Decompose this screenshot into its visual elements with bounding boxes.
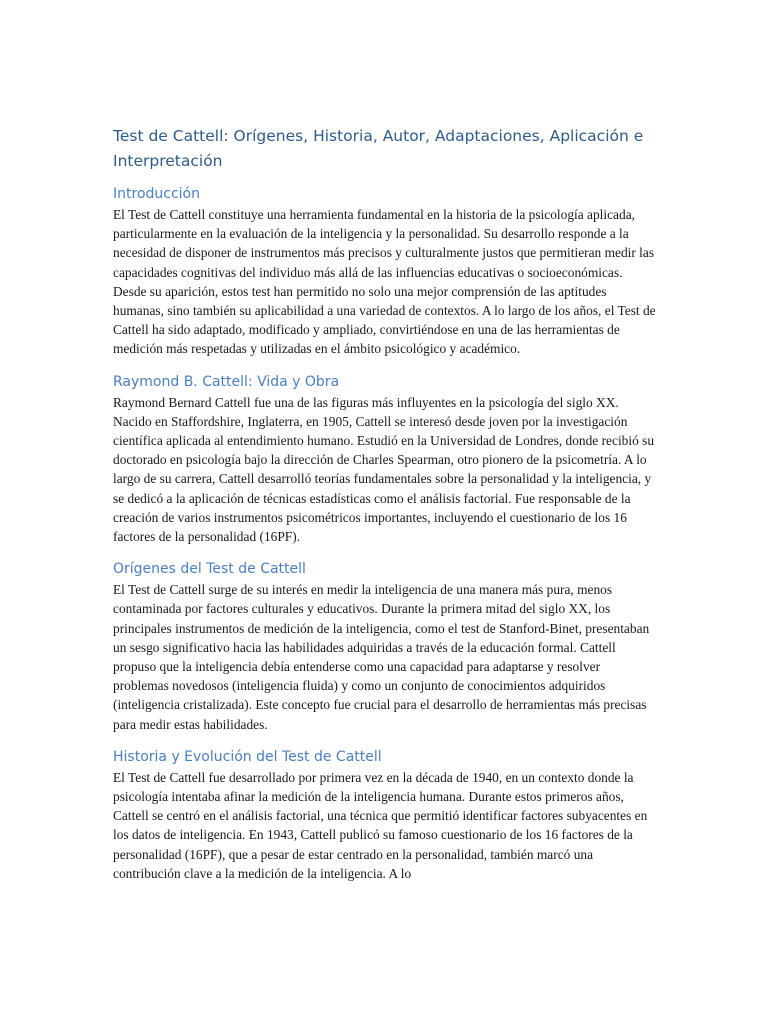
section-paragraph-historia: El Test de Cattell fue desarrollado por primera vez en la década de 1940, en un contexto donde la psicología intentaba afinar la medición de la inteligencia humana. Durante estos primeros años, Cattell se centró en el análisis factorial, una técnica que permitió identificar factores subyacentes en los datos de inteligencia. En 1943, Cattell publicó su famoso cuestionario de los 16 factores de la personalidad (16PF), que a pesar de estar centrado en la personalidad, también marcó una contribución clave a la medición de la inteligencia. A lo <box>113 769 648 881</box>
document-title: Test de Cattell: Orígenes, Historia, Autor, Adaptaciones, Aplicación e Interpretación <box>113 127 644 170</box>
section-heading-historia: Historia y Evolución del Test de Cattell <box>113 748 382 765</box>
section-heading-introduccion: Introducción <box>113 186 200 202</box>
document-content <box>113 124 658 896</box>
section-heading-vida-y-obra: Raymond B. Cattell: Vida y Obra <box>113 373 340 390</box>
section-paragraph-introduccion: El Test de Cattell constituye una herramienta fundamental en la historia de la psicología aplicada, particularmente en la evaluación de la inteligencia y la personalidad. Su desarrollo responde a la necesidad de disponer de instrumentos más precisos y culturalmente justos que permitieran medir las capacidades cognitivas del individuo más allá de las influencias educativas o socioeconómicas. Desde su aparición, estos test han permitido no solo una mejor comprensión de las aptitudes humanas, sino también su aplicabilidad a una variedad de contextos. A lo largo de los años, el Test de Cattell ha sido adaptado, modificado y ampliado, convirtiéndose en una de las herramientas de medición más respetadas y utilizadas en el ámbito psicológico y académico. <box>113 207 656 357</box>
section-paragraph-origenes: El Test de Cattell surge de su interés en medir la inteligencia de una manera más pura, menos contaminada por factores culturales y educativos. Durante la primera mitad del siglo XX, los principales instrumentos de medición de la inteligencia, como el test de Stanford-Binet, presentaban un sesgo significativo hacia las habilidades adquiridas a través de la educación formal. Cattell propuso que la inteligencia debía entenderse como una capacidad para adaptarse y resolver problemas novedosos (inteligencia fluida) y como un conjunto de conocimientos adquiridos (inteligencia cristalizada). Este concepto fue crucial para el desarrollo de herramientas más precisas para medir estas habilidades. <box>113 582 650 732</box>
section-heading-origenes: Orígenes del Test de Cattell <box>113 561 306 578</box>
section-paragraph-vida-y-obra: Raymond Bernard Cattell fue una de las figuras más influyentes en la psicología del siglo XX. Nacido en Staffordshire, Inglaterra, en 1905, Cattell se interesó desde joven por la investigación científica aplicada al entendimiento humano. Estudió en la Universidad de Londres, donde recibió su doctorado en psicología bajo la dirección de Charles Spearman, otro pionero de la psicometría. A lo largo de su carrera, Cattell desarrolló teorías fundamentales sobre la personalidad y la inteligencia, y se dedicó a la aplicación de técnicas estadísticas como el análisis factorial. Fue responsable de la creación de varios instrumentos psicométricos importantes, incluyendo el cuestionario de los 16 factores de la personalidad (16PF). <box>113 394 655 545</box>
